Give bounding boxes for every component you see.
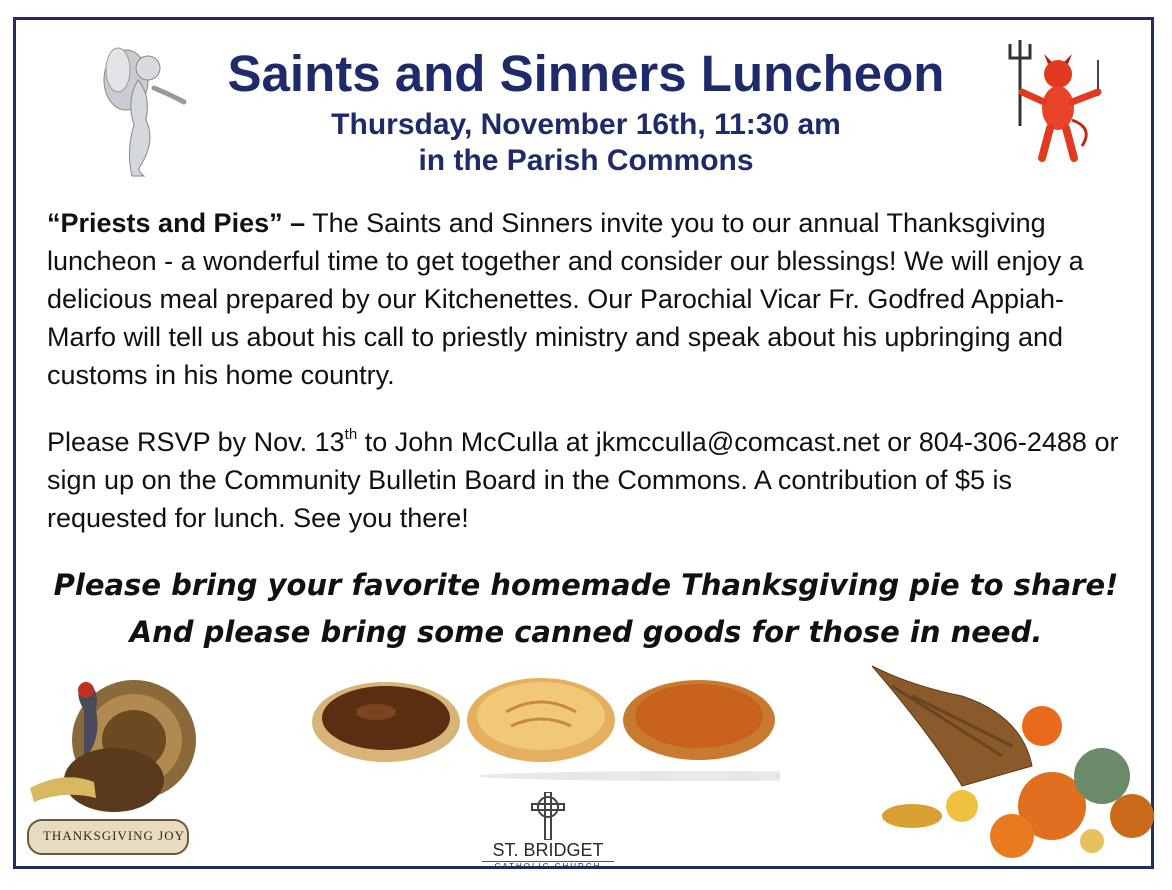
event-location: in the Parish Commons — [418, 144, 754, 177]
canned-goods-request: And please bring some canned goods for those in need. — [129, 615, 1043, 649]
turkey-caption: THANKSGIVING JOY — [42, 828, 186, 843]
rsvp-paragraph — [47, 423, 1132, 537]
pies-icon — [306, 672, 780, 782]
pie-request: Please bring your favorite homemade Thanksgiving pie to share! — [53, 568, 1119, 602]
page-title: Saints and Sinners Luncheon — [227, 45, 945, 102]
intro-lead: “Priests and Pies” – — [47, 208, 306, 238]
church-subtitle: CATHOLIC CHURCH — [494, 862, 602, 871]
event-date: Thursday, November 16th, 11:30 am — [331, 108, 841, 141]
church-logo — [468, 788, 628, 882]
rsvp-before: Please RSVP by Nov. 13 — [47, 427, 345, 457]
rsvp-sup: th — [344, 426, 358, 443]
intro-body: The Saints and Sinners invite you to our annual Thanksgiving luncheon - a wonderful time to get together and consider our blessings! We will enjoy a delicious meal prepared by our Kitchenettes. Our Parochial Vicar Fr. Godfred Appiah-Marfo will tell us about his call to priestly ministry and speak about his upbringing and customs in his home country. — [47, 208, 1084, 390]
celtic-cross-icon — [530, 792, 566, 840]
cornucopia-icon — [852, 656, 1166, 866]
rsvp-after: to John McCulla at jkmcculla@comcast.net or 804-306-2488 or sign up on the Community Bulletin Board in the Commons. A contribution of $5 is requested for lunch. See you there! — [47, 427, 1119, 533]
church-name: ST. BRIDGET — [492, 840, 604, 860]
intro-paragraph — [47, 204, 1132, 394]
